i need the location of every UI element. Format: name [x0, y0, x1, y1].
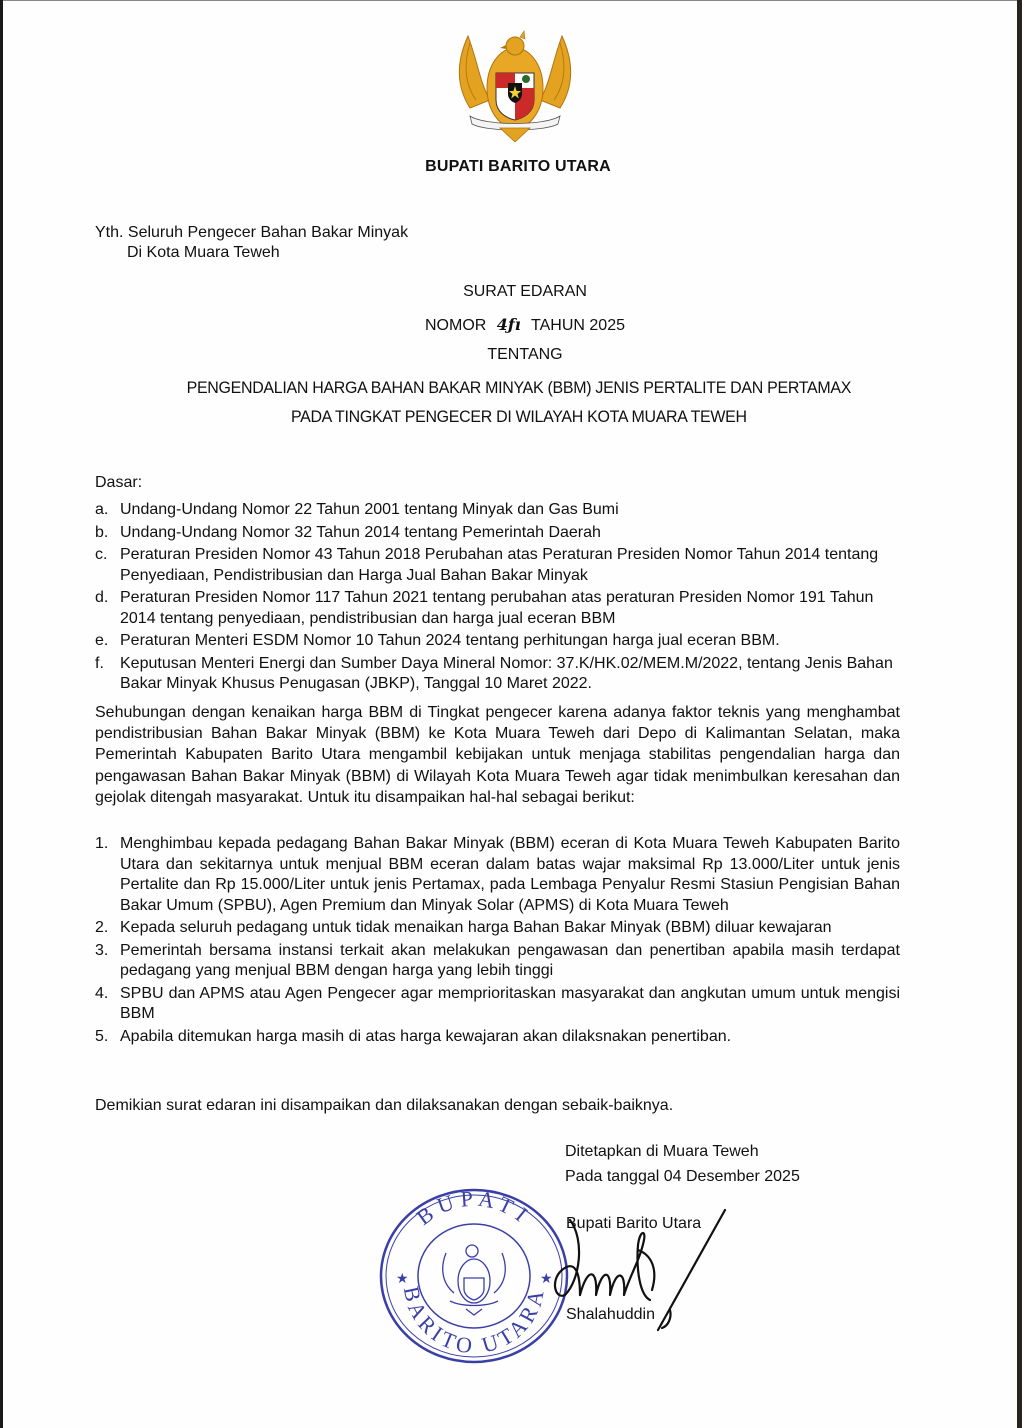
legal-basis-list: [95, 500, 900, 697]
recipient-line-2: Di Kota Muara Teweh: [127, 244, 280, 261]
directive-item: 1. Menghimbau kepada pedagang Bahan Bakar Minyak (BBM) eceran di Kota Muara Teweh Kabupaten Barito Utara dan sekitarnya untuk menjual BBM eceran dalam batas wajar maksimal Rp 13.000/Liter untuk jenis Pertalite dan Rp 15.000/Liter untuk jenis Pertamax, pada Lembaga Penyalur Resmi Stasiun Pengisian Bahan Bakar Umum (SPBU), Agen Premium dan Minyak Solar (APMS) di Kota Muara Teweh: [95, 835, 900, 914]
directive-item: 3. Pemerintah bersama instansi terkait akan melakukan pengawasan dan penertiban apabila masih terdapat pedagang yang menjual BBM dengan harga yang lebih tinggi: [95, 941, 900, 979]
handwritten-signature-icon: [540, 1200, 760, 1340]
scan-border-left: [0, 0, 3, 1428]
subject-line-2: PADA TINGKAT PENGECER DI WILAYAH KOTA MUARA TEWEH: [290, 408, 747, 426]
scan-border-top: [0, 0, 1022, 1]
recipient-line-1: Yth. Seluruh Pengecer Bahan Bakar Minyak: [95, 224, 409, 241]
legal-basis-label: Dasar:: [95, 474, 143, 491]
number-suffix: TAHUN 2025: [531, 317, 625, 334]
legal-basis-item: f. Keputusan Menteri Energi dan Sumber Daya Mineral Nomor: 37.K/HK.02/MEM.M/2022, tentang Jenis Bahan Bakar Minyak Khusus Penugasan (JBKP), Tanggal 10 Maret 2022.: [95, 654, 893, 692]
issuer-title: BUPATI BARITO UTARA: [425, 158, 611, 175]
body-paragraph: Sehubungan dengan kenaikan harga BBM di Tingkat pengecer karena adanya faktor teknis yang menghambat pendistribusian Bahan Bakar Minyak (BBM) ke Kota Muara Teweh dari Depo di Kalimantan Selatan, maka Pemerintah Kabupaten Barito Utara mengambil kebijakan untuk menjaga stabilitas pengendalian harga dan pengawasan Bahan Bakar Minyak (BBM) di Wilayah Kota Muara Teweh agar tidak menimbulkan keresahan dan gejolak ditengah masyarakat. Untuk itu disampaikan hal-hal sebagai berikut:: [95, 704, 900, 806]
directive-item: 2. Kepada seluruh pedagang untuk tidak menaikan harga Bahan Bakar Minyak (BBM) diluar kewajaran: [95, 919, 832, 936]
number-prefix: NOMOR: [425, 317, 487, 334]
svg-text:★: ★: [540, 1270, 553, 1286]
document-type: SURAT EDARAN: [463, 283, 587, 300]
svg-text:BUPATI: BUPATI: [411, 1185, 537, 1231]
signer-position: Bupati Barito Utara: [566, 1215, 702, 1232]
legal-basis-item: d. Peraturan Presiden Nomor 117 Tahun 2021 tentang perubahan atas peraturan Presiden Nomor 191 Tahun 2014 tentang penyediaan, pendistribusian dan harga jual eceran BBM: [95, 589, 874, 627]
signing-date: Pada tanggal 04 Desember 2025: [565, 1168, 800, 1185]
about-label: TENTANG: [487, 346, 563, 363]
directive-list: [95, 834, 900, 1049]
handwritten-number: 4ƒı: [496, 315, 521, 334]
legal-basis-item: e. Peraturan Menteri ESDM Nomor 10 Tahun 2024 tentang perhitungan harga jual eceran BBM.: [95, 632, 780, 649]
subject-line-1: PENGENDALIAN HARGA BAHAN BAKAR MINYAK (BBM) JENIS PERTALITE DAN PERTAMAX: [186, 379, 852, 397]
legal-basis-item: b. Undang-Undang Nomor 32 Tahun 2014 tentang Pemerintah Daerah: [95, 523, 601, 541]
directive-item: 4. SPBU dan APMS atau Agen Pengecer agar memprioritaskan masyarakat dan angkutan umum untuk mengisi BBM: [95, 984, 900, 1022]
legal-basis-item: c. Peraturan Presiden Nomor 43 Tahun 2018 Perubahan atas Peraturan Presiden Nomor Tahun 2014 tentang Penyediaan, Pendistribusian dan Harga Jual Bahan Bakar Minyak: [95, 546, 879, 584]
scan-border-right: [1017, 0, 1022, 1428]
closing-statement: Demikian surat edaran ini disampaikan dan dilaksanakan dengan sebaik-baiknya.: [95, 1097, 674, 1114]
signing-place: Ditetapkan di Muara Teweh: [565, 1143, 759, 1160]
document-number: [0, 315, 1022, 335]
garuda-emblem-icon: [440, 28, 580, 148]
svg-text:BARITO UTARA: BARITO UTARA: [398, 1284, 550, 1359]
directive-item: 5. Apabila ditemukan harga masih di atas harga kewajaran akan dilaksnakan penertiban.: [95, 1027, 732, 1045]
signer-name: Shalahuddin: [566, 1306, 655, 1323]
legal-basis-item: a. Undang-Undang Nomor 22 Tahun 2001 tentang Minyak dan Gas Bumi: [95, 501, 619, 518]
svg-text:★: ★: [396, 1270, 409, 1286]
